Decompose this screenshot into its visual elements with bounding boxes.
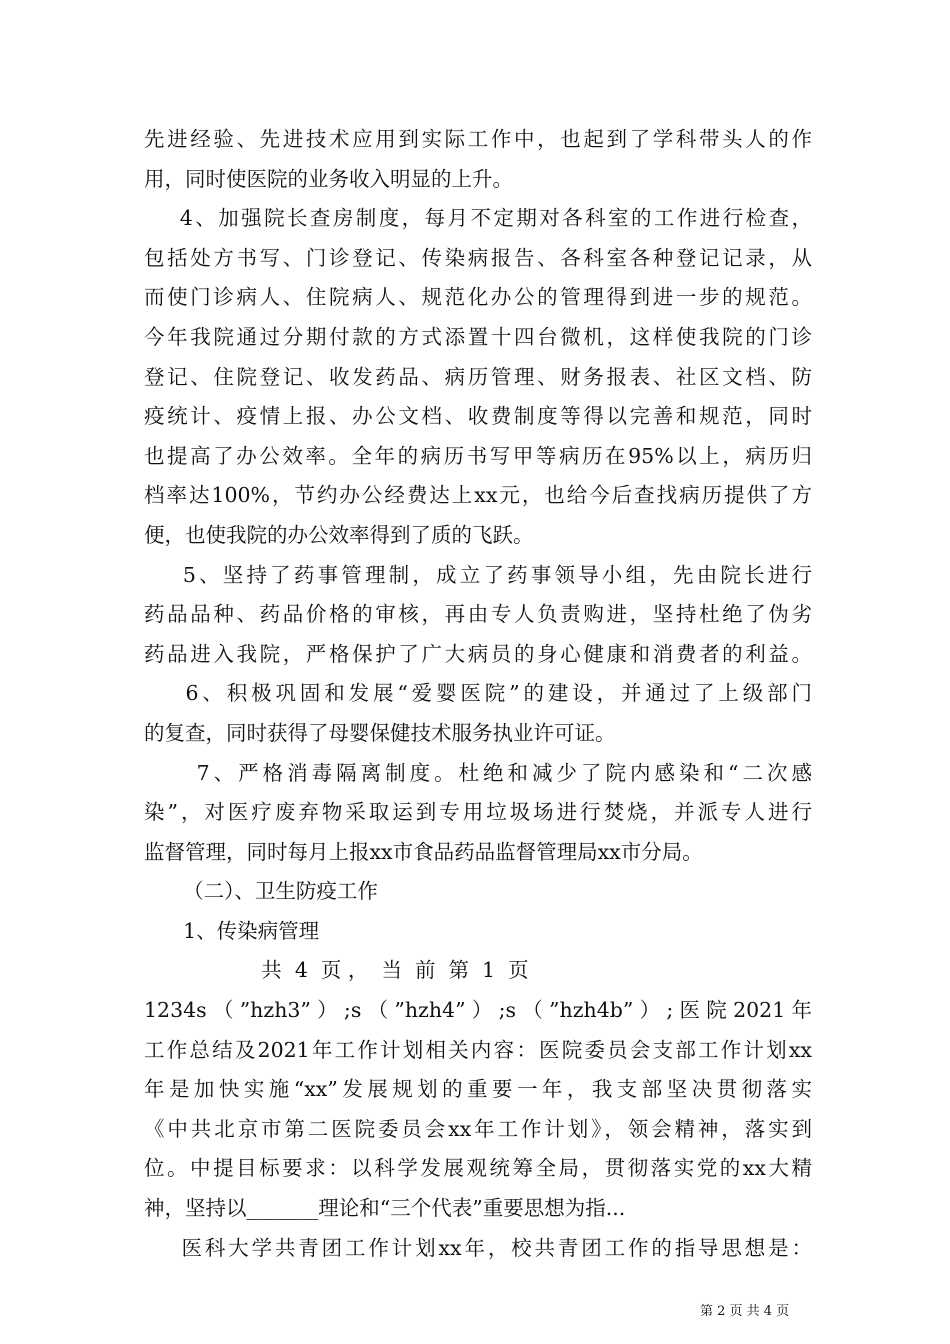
text-line: 年是加快实施“xx”发展规划的重要一年，我支部坚决贯彻落实 bbox=[144, 1077, 812, 1102]
text-line: 也提高了办公效率。全年的病历书写甲等病历在95%以上，病历归 bbox=[144, 443, 812, 468]
text-line: 先进经验、先进技术应用到实际工作中，也起到了学科带头人的作 bbox=[144, 127, 812, 151]
text-line: 监督管理，同时每月上报xx市食品药品监督管理局xx市分局。 bbox=[144, 839, 703, 864]
text-line: 染”，对医疗废弃物采取运到专用垃圾场进行焚烧，并派专人进行 bbox=[144, 800, 812, 825]
text-line: 档率达100%，节约办公经费达上xx元，也给今后查找病历提供了方 bbox=[144, 483, 812, 508]
text-line: 7、严格消毒隔离制度。杜绝和减少了院内感染和“二次感 bbox=[144, 760, 812, 785]
text-line: 药品进入我院，严格保护了广大病员的身心健康和消费者的利益。 bbox=[144, 641, 812, 666]
text-line: 今年我院通过分期付款的方式添置十四台微机，这样使我院的门诊 bbox=[144, 324, 812, 349]
text-line: 包括处方书写、门诊登记、传染病报告、各科室各种登记记录，从 bbox=[144, 245, 812, 270]
text-line: 1234s（”hzh3”）;s（”hzh4”）;s（”hzh4b”）;医院2021年 bbox=[144, 998, 812, 1023]
text-line: 疫统计、疫情上报、办公文档、收费制度等得以完善和规范，同时 bbox=[144, 404, 812, 429]
text-line: 便，也使我院的办公效率得到了质的飞跃。 bbox=[144, 522, 534, 547]
text-line: 4、加强院长查房制度，每月不定期对各科室的工作进行检查， bbox=[144, 206, 812, 231]
subsection-heading: 1、传染病管理 bbox=[144, 918, 320, 943]
text-line: 位。中提目标要求：以科学发展观统筹全局，贯彻落实党的xx大精 bbox=[144, 1156, 812, 1181]
text-line: 医科大学共青团工作计划xx年，校共青团工作的指导思想是： bbox=[144, 1235, 812, 1260]
text-line: 神，坚持以_______理论和“三个代表”重要思想为指... bbox=[144, 1196, 626, 1221]
page-footer: 第 2 页 共 4 页 bbox=[700, 1304, 790, 1319]
section-heading: （二）、卫生防疫工作 bbox=[144, 879, 378, 904]
page-count-inline: 共 4 页 ， 当 前 第 1 页 bbox=[144, 958, 529, 983]
text-line: 工作总结及2021年工作计划相关内容：医院委员会支部工作计划xx bbox=[144, 1037, 812, 1062]
text-line: 而使门诊病人、住院病人、规范化办公的管理得到进一步的规范。 bbox=[144, 285, 812, 310]
text-line: 登记、住院登记、收发药品、病历管理、财务报表、社区文档、防 bbox=[144, 364, 812, 389]
text-line: 《中共北京市第二医院委员会xx年工作计划》，领会精神，落实到 bbox=[144, 1116, 812, 1141]
text-line: 6、积极巩固和发展“爱婴医院”的建设，并通过了上级部门 bbox=[144, 681, 812, 706]
document-body bbox=[144, 120, 812, 1268]
text-line: 5、坚持了药事管理制，成立了药事领导小组，先由院长进行 bbox=[144, 562, 812, 587]
text-line: 的复查，同时获得了母婴保健技术服务执业许可证。 bbox=[144, 720, 616, 745]
text-line: 用，同时使医院的业务收入明显的上升。 bbox=[144, 166, 513, 191]
text-line: 药品品种、药品价格的审核，再由专人负责购进，坚持杜绝了伪劣 bbox=[144, 602, 812, 627]
